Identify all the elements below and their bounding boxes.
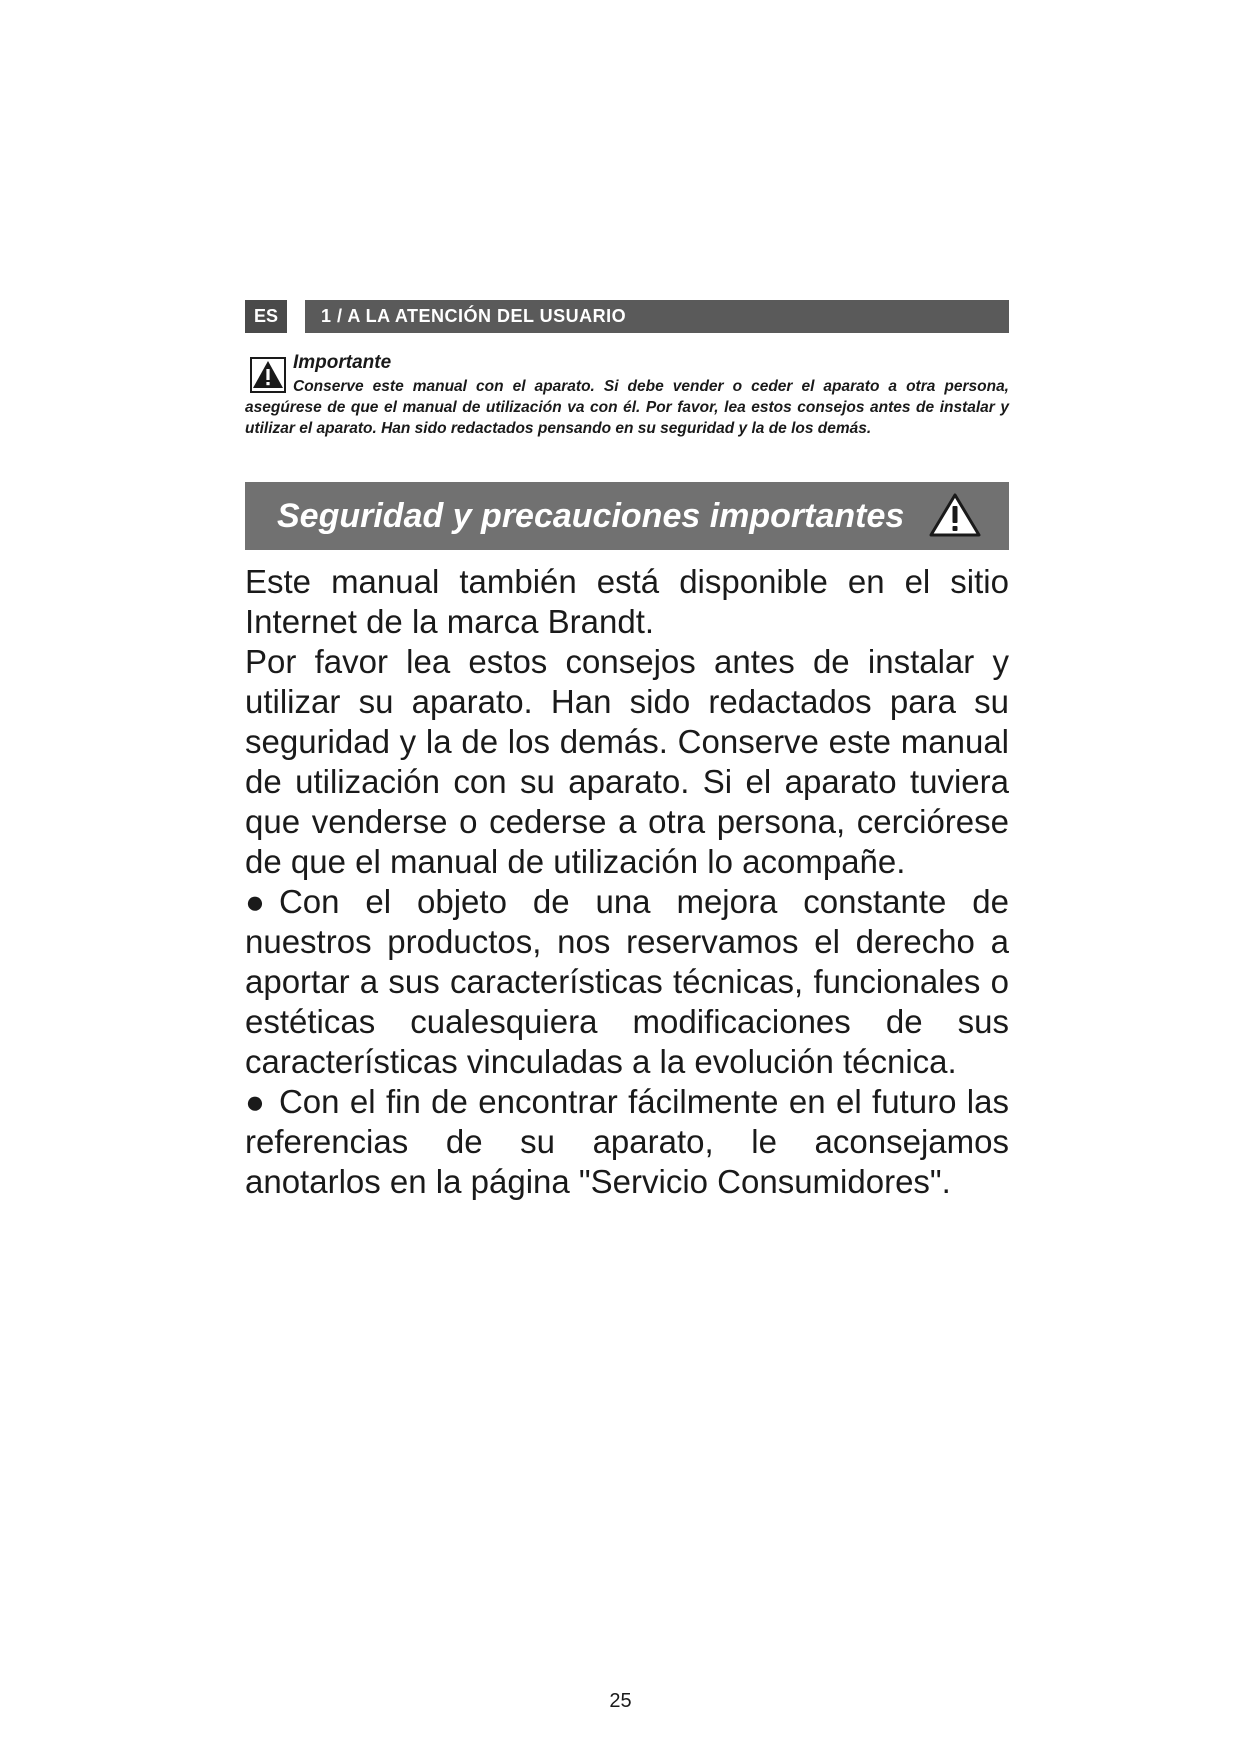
bullet-item	[245, 1082, 1009, 1202]
bullet-text-improvements: Con el objeto de una mejora constante de nuestros productos, nos reservamos el derecho a aportar a sus características técnicas, funcionales o estéticas cualesquiera modificaciones de sus características vinculadas a la evolución técnica.	[245, 883, 1009, 1080]
safety-section-banner	[245, 482, 1009, 550]
bullet-icon: ●	[245, 1083, 265, 1120]
body-text	[245, 562, 1009, 1202]
important-title: Importante	[293, 352, 392, 373]
warning-triangle-icon	[929, 492, 981, 538]
bullet-text-references: Con el fin de encontrar fácilmente en el futuro las referencias de su aparato, le aconsejamos anotarlos en la página "Servicio Consumidores".	[245, 1083, 1009, 1200]
paragraph-advice: Por favor lea estos consejos antes de instalar y utilizar su aparato. Han sido redactados para su seguridad y la de los demás. Conserve este manual de utilización con su aparato. Si el aparato tuviera que venderse o cederse a otra persona, cerciórese de que el manual de utilización lo acompañe.	[245, 643, 1009, 880]
bullet-icon: ●	[245, 883, 265, 920]
section-header	[245, 300, 1009, 333]
chapter-title: 1 / A LA ATENCIÓN DEL USUARIO	[305, 300, 1009, 333]
paragraph-availability: Este manual también está disponible en el sitio Internet de la marca Brandt.	[245, 563, 1009, 640]
bullet-item	[245, 882, 1009, 1082]
language-badge: ES	[245, 300, 287, 333]
page-number: 25	[609, 1690, 632, 1712]
important-text: Conserve este manual con el aparato. Si debe vender o ceder el aparato a otra persona, asegúrese de que el manual de utilización va con él. Por favor, lea estos consejos antes de instalar y utilizar el aparato. Han sido redactados pensando en su seguridad y la de los demás.	[245, 378, 1009, 437]
section-title: Seguridad y precauciones importantes	[277, 497, 905, 535]
